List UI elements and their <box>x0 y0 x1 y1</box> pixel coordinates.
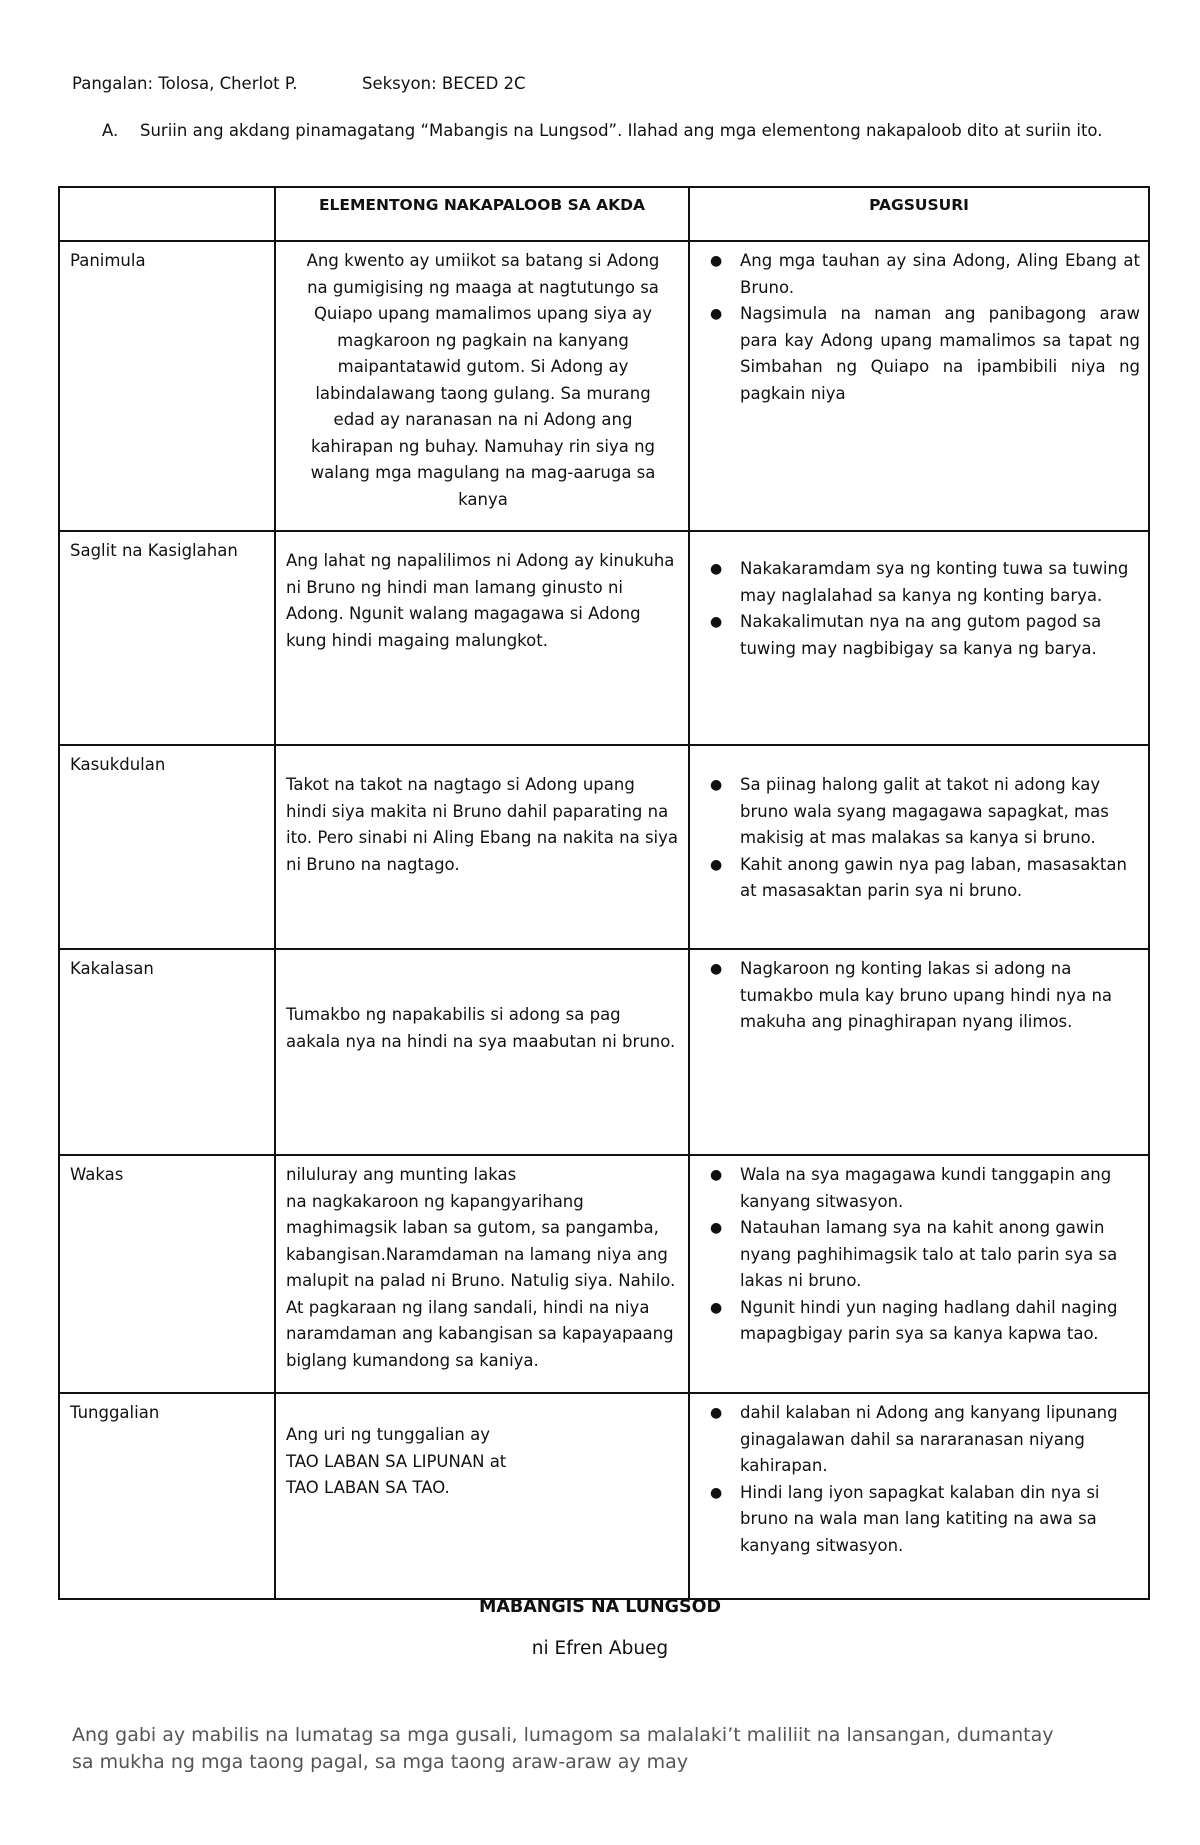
pagsusuri-cell <box>689 1155 1149 1393</box>
pagsusuri-cell <box>689 745 1149 949</box>
story-title: MABANGIS NA LUNGSOD <box>478 1597 722 1617</box>
akda-cell: Tumakbo ng napakabilis si adong sa pag aakala nya na hindi na sya maabutan ni bruno. <box>275 949 689 1155</box>
akda-line: TAO LABAN SA LIPUNAN at <box>286 1451 507 1471</box>
row-label: Wakas <box>59 1155 275 1393</box>
list-item: ● Sa piinag halong galit at takot ni adong kay bruno wala syang magagawa sapagkat, mas makisig at mas malakas sa kanya si bruno. <box>700 772 1140 852</box>
analysis-table <box>58 186 1150 1600</box>
table-row <box>59 745 1149 949</box>
list-item: ● Kahit anong gawin nya pag laban, masasaktan at masasaktan parin sya ni bruno. <box>700 852 1140 905</box>
table-header-row <box>59 187 1149 241</box>
story-body: Ang gabi ay mabilis na lumatag sa mga gusali, lumagom sa malalaki’t maliliit na lansangan, dumantay sa mukha ng mga taong pagal, sa mga taong araw-araw ay may <box>72 1724 1054 1773</box>
header-cell-elemento: ELEMENTONG NAKAPALOOB SA AKDA <box>275 187 689 241</box>
instruction-text: Suriin ang akdang pinamagatang “Mabangis na Lungsod”. Ilahad ang mga elementong nakapaloob dito at suriin ito. <box>140 121 1103 140</box>
pagsusuri-cell <box>689 1393 1149 1599</box>
list-item: ● Natauhan lamang sya na kahit anong gawin nyang paghihimagsik talo at talo parin sya sa lakas ni bruno. <box>700 1215 1140 1295</box>
list-item: ● Ngunit hindi yun naging hadlang dahil naging mapagbigay parin sya sa kanya kapwa tao. <box>700 1295 1140 1348</box>
akda-line: Ang uri ng tunggalian ay <box>286 1425 491 1444</box>
table-row <box>59 949 1149 1155</box>
table-row <box>59 241 1149 531</box>
list-item: ● Ang mga tauhan ay sina Adong, Aling Ebang at Bruno. <box>700 248 1140 301</box>
student-info <box>72 74 526 93</box>
akda-cell: Ang lahat ng napalilimos ni Adong ay kinukuha ni Bruno ng hindi man lamang ginusto ni Adong. Ngunit walang magagawa si Adong kung hindi magaing malungkot. <box>275 531 689 745</box>
header-cell-pagsusuri: PAGSUSURI <box>689 187 1149 241</box>
table-row <box>59 1155 1149 1393</box>
akda-text: na nagkakaroon ng kapangyarihang maghimagsik laban sa gutom, sa pangamba, kabangisan.Naramdaman na lamang niya ang malupit na palad ni Bruno. Natulig siya. Nahilo. At pagkaraan ng ilang sandali, hindi na niya naramdaman ang kabangisan sa kapayapaang biglang kumandong sa kaniya. <box>286 1191 676 1370</box>
akda-cell: Ang kwento ay umiikot sa batang si Adong na gumigising ng maaga at nagtutungo sa Quiapo upang mamalimos upang siya ay magkaroon ng pagkain na kanyang maipantatawid gutom. Si Adong ay labindalawang taong gulang. Sa murang edad ay naranasan na ni Adong ang kahirapan ng buhay. Namuhay rin siya ng walang mga magulang na mag-aaruga sa kanya <box>275 241 689 531</box>
akda-line: TAO LABAN SA TAO. <box>286 1478 450 1497</box>
list-item: ● Nagsimula na naman ang panibagong araw para kay Adong upang mamalimos sa tapat ng Simbahan ng Quiapo na ipambibili niya ng pagkain niya <box>700 301 1140 407</box>
row-label: Tunggalian <box>59 1393 275 1599</box>
akda-cell: Takot na takot na nagtago si Adong upang hindi siya makita ni Bruno dahil paparating na ito. Pero sinabi ni Aling Ebang na nakita na siya ni Bruno na nagtago. <box>275 745 689 949</box>
list-item: ● Nakakalimutan nya na ang gutom pagod sa tuwing may nagbibigay sa kanya ng barya. <box>700 609 1140 662</box>
header-cell-empty <box>59 187 275 241</box>
list-item: ● Nagkaroon ng konting lakas si adong na tumakbo mula kay bruno upang hindi nya na makuha ang pinaghirapan nyang ilimos. <box>700 956 1140 1036</box>
row-label: Saglit na Kasiglahan <box>59 531 275 745</box>
story-author: ni Efren Abueg <box>531 1638 669 1659</box>
instruction-letter: A. <box>102 121 119 140</box>
akda-cell <box>275 1393 689 1599</box>
pagsusuri-cell <box>689 241 1149 531</box>
student-name: Pangalan: Tolosa, Cherlot P. <box>72 74 298 93</box>
akda-cell <box>275 1155 689 1393</box>
student-section: Seksyon: BECED 2C <box>362 74 526 93</box>
list-item: ● Hindi lang iyon sapagkat kalaban din nya si bruno na wala man lang katiting na awa sa kanyang sitwasyon. <box>700 1480 1140 1560</box>
pagsusuri-cell <box>689 531 1149 745</box>
row-label: Kasukdulan <box>59 745 275 949</box>
list-item: ● dahil kalaban ni Adong ang kanyang lipunang ginagalawan dahil sa nararanasan niyang kahirapan. <box>700 1400 1140 1480</box>
pagsusuri-cell <box>689 949 1149 1155</box>
akda-first-line: niluluray ang munting lakas <box>286 1165 517 1184</box>
table-row <box>59 1393 1149 1599</box>
table-row <box>59 531 1149 745</box>
list-item: ● Nakakaramdam sya ng konting tuwa sa tuwing may naglalahad sa kanya ng konting barya. <box>700 556 1140 609</box>
row-label: Panimula <box>59 241 275 531</box>
list-item: ● Wala na sya magagawa kundi tanggapin ang kanyang sitwasyon. <box>700 1162 1140 1215</box>
row-label: Kakalasan <box>59 949 275 1155</box>
